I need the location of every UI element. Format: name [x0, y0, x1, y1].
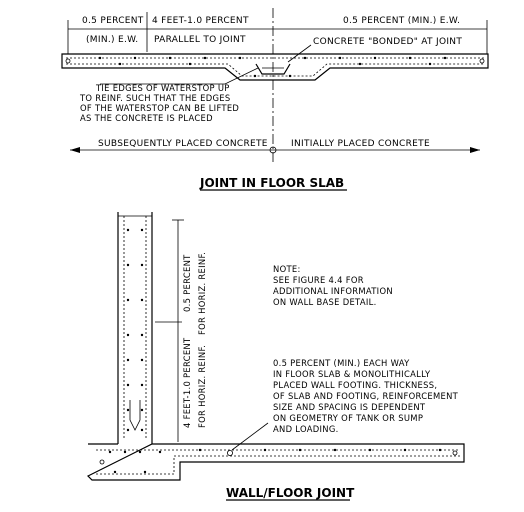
wall-rebar-dots [127, 229, 143, 431]
percent-line: 0.5 PERCENT (MIN.) EACH WAY [273, 358, 410, 368]
rebar-end-left [66, 59, 70, 63]
label-right-top: 0.5 PERCENT (MIN.) E.W. [343, 16, 461, 26]
vlabel-lower-1: 4 FEET-1.0 PERCENT [182, 337, 192, 428]
arrow-right [470, 147, 480, 153]
note-waterstop-line: OF THE WATERSTOP CAN BE LIFTED [80, 103, 240, 113]
title-floor-slab: JOINT IN FLOOR SLAB [200, 176, 345, 190]
note-waterstop-line: TO REINF. SUCH THAT THE EDGES [80, 93, 231, 103]
wall-waterstop [130, 400, 140, 430]
wall-floor-detail [88, 212, 464, 500]
label-mid-bottom: PARALLEL TO JOINT [154, 35, 246, 45]
slab-bottom-reinf [96, 456, 460, 474]
note-line: ON WALL BASE DETAIL. [273, 297, 377, 307]
percent-line: IN FLOOR SLAB & MONOLITHICALLY [273, 369, 431, 379]
percent-line: SIZE AND SPACING IS DEPENDENT [273, 402, 426, 412]
note-line: ADDITIONAL INFORMATION [273, 286, 393, 296]
vlabel-upper-2: FOR HORIZ. REINF. [197, 251, 207, 335]
label-subsequent: SUBSEQUENTLY PLACED CONCRETE [98, 139, 268, 149]
label-left-top: 0.5 PERCENT [82, 16, 144, 26]
label-left-bottom: (MIN.) E.W. [86, 35, 139, 45]
floor-slab-detail [62, 8, 488, 190]
rebar-end-right [480, 59, 484, 63]
vlabel-lower-2: FOR HORIZ. REINF. [197, 344, 207, 428]
vlabel-upper-1: 0.5 PERCENT [182, 254, 192, 312]
note-line: NOTE: [273, 264, 301, 274]
footing-rebar-dots [109, 449, 441, 473]
note-line: SEE FIGURE 4.4 FOR [273, 275, 364, 285]
label-mid-top: 4 FEET-1.0 PERCENT [152, 16, 249, 26]
leader-percent-note [232, 423, 268, 450]
wall-outline [118, 212, 152, 444]
percent-line: AND LOADING. [273, 424, 339, 434]
footing-bar-end [100, 460, 104, 464]
note-waterstop-line: TIE EDGES OF WATERSTOP UP [96, 83, 230, 93]
footing-outline [88, 444, 464, 480]
percent-line: OF SLAB AND FOOTING, REINFORCEMENT [273, 391, 459, 401]
slab-bar-end [453, 451, 457, 455]
label-concrete-bonded: CONCRETE "BONDED" AT JOINT [313, 37, 463, 47]
title-wall-floor: WALL/FLOOR JOINT [226, 486, 355, 500]
percent-line: ON GEOMETRY OF TANK OR SUMP [273, 413, 424, 423]
label-initial: INITIALLY PLACED CONCRETE [291, 139, 430, 149]
slab-joint-marker [227, 450, 232, 455]
percent-line: PLACED WALL FOOTING. THICKNESS, [273, 380, 438, 390]
arrow-left [70, 147, 80, 153]
note-waterstop-line: AS THE CONCRETE IS PLACED [80, 113, 213, 123]
